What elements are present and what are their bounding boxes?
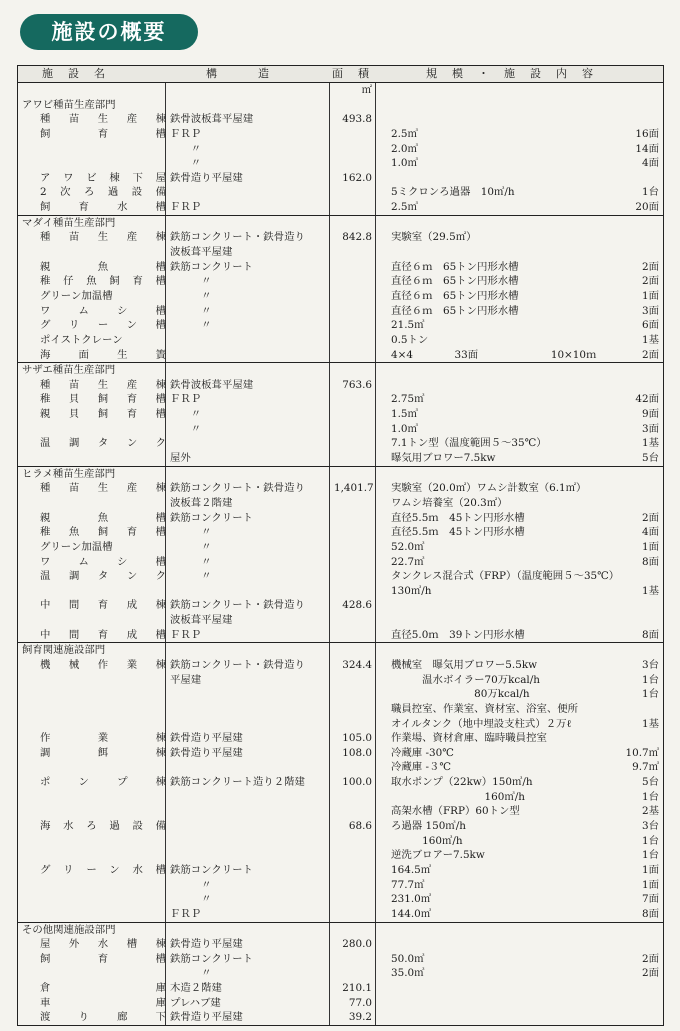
cell-scale: 4×4 33面 10×10ｍ [391,348,597,361]
cell-count: 9面 [641,408,659,421]
cell-scale: 直径６ｍ 65トン円形水槽 [391,275,519,288]
table-row [18,245,663,260]
cell-scale: 5ミクロンろ過器 10㎥/h [391,186,515,199]
cell-structure: 波板葺２階建 [170,496,233,509]
cell-structure: 屋外 [170,452,191,465]
cell-area: 68.6 [348,820,372,833]
cell-count: 1基 [641,717,659,730]
cell-name: 稚貝飼育槽 [40,393,166,406]
cell-structure: 平屋建 [170,673,202,686]
cell-structure: 鉄骨造り平屋建 [170,732,243,745]
cell-name: 2次ろ過設備 [40,186,166,199]
cell-name: 種苗生産棟 [40,113,166,126]
cell-structure: 鉄筋コンクリート [170,863,253,876]
cell-scale: 7.1トン型（温度範囲５～35℃） [391,437,547,450]
cell-name: ヒラメ種苗生産部門 [22,467,116,480]
cell-name: 中間育成棟 [40,599,166,612]
cell-structure: 〃 [170,275,212,288]
cell-scale: 50.0㎥ [391,952,425,965]
table-row [18,525,663,540]
cell-name: 種苗生産棟 [40,482,166,495]
cell-structure: 波板葺平屋建 [170,614,233,627]
cell-scale: 35.0㎥ [391,967,425,980]
facility-table [17,65,664,1026]
cell-count: 8面 [641,907,659,920]
cell-name: 親貝飼育槽 [40,408,166,421]
table-row [18,746,663,761]
table-row [18,260,663,275]
cell-count: 6面 [641,319,659,332]
cell-scale: 160㎥/h [391,834,463,847]
table-row [18,760,663,775]
table-row [18,171,663,186]
section [18,363,663,466]
cell-name: ワムシ槽 [40,555,166,568]
cell-structure: ＦＲＰ [170,393,202,406]
table-row [18,878,663,893]
cell-structure: 〃 [170,540,212,553]
header-name: 施 設 名 [42,67,107,80]
table-row [18,98,663,113]
section [18,467,663,644]
table-row [18,717,663,732]
table-row [18,511,663,526]
cell-area: 493.8 [342,113,372,126]
cell-count: 1基 [641,333,659,346]
cell-area: 763.6 [342,378,372,391]
cell-scale: 1.0㎥ [391,157,418,170]
cell-name: サザエ種苗生産部門 [22,364,116,377]
table-row [18,392,663,407]
cell-name: 中間育成槽 [40,628,166,641]
cell-scale: 直径６ｍ 65トン円形水槽 [391,304,519,317]
cell-scale: 直径６ｍ 65トン円形水槽 [391,260,519,273]
table-row [18,289,663,304]
cell-count: 1台 [641,849,659,862]
cell-name: 温調タンク [40,570,166,583]
cell-structure: 鉄筋コンクリート [170,260,253,273]
table-row [18,848,663,863]
cell-count: 10.7㎥ [625,746,659,759]
cell-count: 8面 [641,555,659,568]
cell-name: グリーン槽 [40,319,166,332]
cell-name: その他関連施設部門 [22,923,116,936]
cell-structure: ＦＲＰ [170,127,202,140]
cell-scale: 冷蔵庫 -３℃ [391,761,451,774]
table-row [18,304,663,319]
cell-name: ワムシ槽 [40,304,166,317]
cell-scale: 直径5.5ｍ 45トン円形水槽 [391,511,525,524]
cell-name: 親魚槽 [40,260,166,273]
cell-name: グリーン水槽 [40,863,166,876]
cell-scale: ろ過器 150㎥/h [391,820,466,833]
table-row [18,407,663,422]
cell-name: 飼育水槽 [40,201,166,214]
cell-name: 飼育槽 [40,952,166,965]
cell-name: 機械作業棟 [40,658,166,671]
table-row [18,422,663,437]
table-row [18,216,663,231]
table-row [18,230,663,245]
cell-scale: 21.5㎥ [391,319,425,332]
cell-count: 3台 [641,820,659,833]
cell-count: 14面 [635,142,659,155]
cell-name: 種苗生産棟 [40,231,166,244]
cell-scale: 2.0㎥ [391,142,418,155]
cell-name: 種苗生産棟 [40,378,166,391]
cell-count: 5台 [641,776,659,789]
cell-structure: 鉄骨波板葺平屋建 [170,113,254,126]
cell-scale: 52.0㎥ [391,540,425,553]
header-structure: 構 造 [206,67,271,80]
cell-count: 2面 [641,260,659,273]
cell-count: 4面 [641,526,659,539]
table-row [18,613,663,628]
table-row [18,907,663,922]
cell-count: 2基 [641,805,659,818]
cell-count: 2面 [641,275,659,288]
cell-scale: 作業場、資材倉庫、臨時職員控室 [391,732,547,745]
table-row [18,790,663,805]
cell-area: ㎡ [361,84,372,96]
table-row [18,687,663,702]
cell-structure: 〃 [170,142,202,155]
table-row [18,952,663,967]
cell-scale: 160㎥/h [391,790,525,803]
table-row [18,274,663,289]
cell-count: 42面 [635,393,659,406]
cell-count: 7面 [641,893,659,906]
table-row [18,467,663,482]
table-header [18,66,663,83]
page-title: 施設の概要 [20,14,198,50]
table-row [18,981,663,996]
table-row [18,348,663,363]
cell-count: 1面 [641,878,659,891]
table-row [18,378,663,393]
cell-scale: 130㎥/h [391,584,432,597]
cell-scale: 温水ボイラー70万kcal/h [391,673,540,686]
table-row [18,363,663,378]
cell-structure: 鉄筋コンクリート造り２階建 [170,776,305,789]
cell-name: 海面生簀 [40,348,166,361]
cell-count: 16面 [635,127,659,140]
cell-scale: 取水ポンプ（22kw）150㎥/h [391,776,533,789]
cell-count: 2面 [641,967,659,980]
table-row [18,112,663,127]
cell-name: ポンプ棟 [40,776,166,789]
table-row [18,775,663,790]
cell-count: 1台 [641,790,659,803]
cell-name: 親魚槽 [40,511,166,524]
table-row [18,83,663,98]
cell-scale: 直径5.0ｍ 39トン円形水槽 [391,628,525,641]
cell-scale: 職員控室、作業室、資材室、浴室、便所 [391,702,579,715]
cell-structure: 〃 [170,408,202,421]
cell-name: 屋外水槽棟 [40,938,166,951]
table-row [18,819,663,834]
cell-structure: 〃 [170,319,212,332]
cell-scale: 0.5トン [391,333,429,346]
cell-count: 9.7㎥ [632,761,659,774]
cell-scale: オイルタンク（地中埋設支柱式）２万ℓ [391,717,572,730]
cell-area: 108.0 [342,746,372,759]
cell-count: 1台 [641,186,659,199]
cell-structure: 鉄筋コンクリート・鉄骨造り [170,599,305,612]
cell-structure: 〃 [170,893,212,906]
cell-scale: 80万kcal/h [391,688,530,701]
cell-structure: 〃 [170,289,212,302]
cell-scale: 曝気用ブロワー7.5kw [391,452,496,465]
cell-structure: 鉄筋コンクリート・鉄骨造り [170,658,305,671]
table-row [18,200,663,215]
cell-name: グリーン加温槽 [40,540,113,553]
cell-area: 428.6 [342,599,372,612]
table-row [18,1010,663,1025]
table-row [18,598,663,613]
cell-scale: 直径６ｍ 65トン円形水槽 [391,289,519,302]
cell-structure: プレハブ建 [170,996,221,1009]
cell-scale: 1.0㎥ [391,422,418,435]
cell-structure: 鉄骨造り平屋建 [170,938,243,951]
cell-name: 飼育関連施設部門 [22,644,106,657]
cell-structure: 鉄骨造り平屋建 [170,171,243,184]
cell-structure: 〃 [170,422,202,435]
cell-scale: 2.75㎥ [391,393,425,406]
table-row [18,496,663,511]
cell-count: 2面 [641,952,659,965]
section [18,83,663,216]
cell-count: 3面 [641,304,659,317]
table-row [18,966,663,981]
cell-structure: ＦＲＰ [170,201,202,214]
cell-count: 3面 [641,422,659,435]
table-row [18,643,663,658]
cell-structure: 〃 [170,967,212,980]
cell-area: 105.0 [342,732,372,745]
cell-count: 1面 [641,540,659,553]
cell-count: 1基 [641,584,659,597]
cell-name: 温調タンク [40,437,166,450]
cell-name: 海水ろ過設備 [40,820,166,833]
cell-scale: 22.7㎥ [391,555,425,568]
table-row [18,481,663,496]
cell-name: アワビ棟下屋 [40,171,166,184]
cell-structure: 波板葺平屋建 [170,246,233,259]
cell-area: 280.0 [342,938,372,951]
table-row [18,702,663,717]
cell-structure: 鉄筋コンクリート [170,511,253,524]
table-row [18,996,663,1011]
cell-structure: 〃 [170,570,212,583]
cell-count: 1台 [641,834,659,847]
cell-structure: 〃 [170,555,212,568]
cell-structure: 木造２階建 [170,982,222,995]
cell-structure: 〃 [170,526,212,539]
cell-name: 稚魚飼育槽 [40,526,166,539]
cell-count: 1面 [641,863,659,876]
cell-structure: 鉄筋コンクリート [170,952,253,965]
cell-structure: 鉄骨造り平屋建 [170,746,243,759]
cell-scale: 231.0㎥ [391,893,432,906]
table-row [18,804,663,819]
cell-count: 20面 [635,201,659,214]
cell-scale: 直径5.5ｍ 45トン円形水槽 [391,526,525,539]
cell-count: 2面 [641,511,659,524]
cell-count: 4面 [641,157,659,170]
cell-name: 稚仔魚飼育槽 [40,275,166,288]
table-row [18,156,663,171]
table-row [18,185,663,200]
table-row [18,628,663,643]
table-row [18,923,663,938]
cell-structure: 鉄骨波板葺平屋建 [170,378,254,391]
table-row [18,127,663,142]
table-row [18,569,663,584]
cell-structure: 〃 [170,157,202,170]
cell-structure: ＦＲＰ [170,907,202,920]
cell-scale: 77.7㎥ [391,878,425,891]
cell-name: グリーン加温槽 [40,289,113,302]
table-row [18,451,663,466]
table-row [18,892,663,907]
cell-scale: 144.0㎥ [391,907,432,920]
section [18,923,663,1025]
cell-area: 210.1 [342,982,372,995]
cell-structure: 〃 [170,304,212,317]
header-scale: 規 模 ・ 施 設 内 容 [426,67,595,80]
cell-count: 1台 [641,688,659,701]
section [18,643,663,922]
cell-count: 1面 [641,289,659,302]
table-row [18,540,663,555]
table-row [18,333,663,348]
cell-scale: 実験室（29.5㎡） [391,231,477,244]
section [18,216,663,363]
cell-name: 倉庫 [40,982,166,995]
header-area: 面 積 [332,67,371,80]
cell-count: 5台 [641,452,659,465]
table-row [18,555,663,570]
cell-scale: 機械室 曝気用ブロワー5.5kw [391,658,538,671]
table-row [18,937,663,952]
table-row [18,673,663,688]
table-row [18,584,663,599]
cell-scale: 冷蔵庫 -30℃ [391,746,454,759]
cell-count: 2面 [641,348,659,361]
cell-name: 渡り廊下 [40,1011,166,1024]
cell-area: 162.0 [342,171,372,184]
cell-scale: タンクレス混合式（FRP）（温度範囲５～35℃） [391,570,620,583]
cell-scale: 実験室（20.0㎡）ワムシ計数室（6.1㎡） [391,482,587,495]
cell-structure: ＦＲＰ [170,628,202,641]
table-row [18,863,663,878]
cell-count: 1台 [641,673,659,686]
cell-count: 3台 [641,658,659,671]
table-row [18,142,663,157]
cell-structure: 〃 [170,878,212,891]
cell-name: 調餌棟 [40,746,166,759]
cell-name: マダイ種苗生産部門 [22,216,116,229]
cell-area: 77.0 [348,996,372,1009]
cell-structure: 鉄筋コンクリート・鉄骨造り [170,231,305,244]
cell-area: 842.8 [342,231,372,244]
cell-scale: 2.5㎥ [391,201,418,214]
cell-area: 1,401.7 [334,482,374,495]
cell-name: 車庫 [40,996,166,1009]
cell-area: 39.2 [348,1011,372,1024]
table-row [18,318,663,333]
cell-structure: 鉄骨造り平屋建 [170,1011,243,1024]
cell-area: 324.4 [342,658,372,671]
table-row [18,731,663,746]
cell-scale: 164.5㎥ [391,863,432,876]
cell-area: 100.0 [342,776,372,789]
cell-structure: 鉄筋コンクリート・鉄骨造り [170,482,305,495]
table-row [18,658,663,673]
cell-name: ポイストクレーン [40,333,123,346]
table-row [18,834,663,849]
cell-scale: 2.5㎥ [391,127,418,140]
cell-scale: 高架水槽（FRP）60トン型 [391,805,520,818]
cell-count: 1基 [641,437,659,450]
cell-count: 8面 [641,628,659,641]
cell-name: 飼育槽 [40,127,166,140]
cell-scale: ワムシ培養室（20.3㎡） [391,496,508,509]
cell-scale: 1.5㎥ [391,408,418,421]
table-row [18,436,663,451]
cell-scale: 逆洗ブロアー7.5kw [391,849,485,862]
cell-name: 作業棟 [40,732,166,745]
cell-name: アワビ種苗生産部門 [22,98,116,111]
